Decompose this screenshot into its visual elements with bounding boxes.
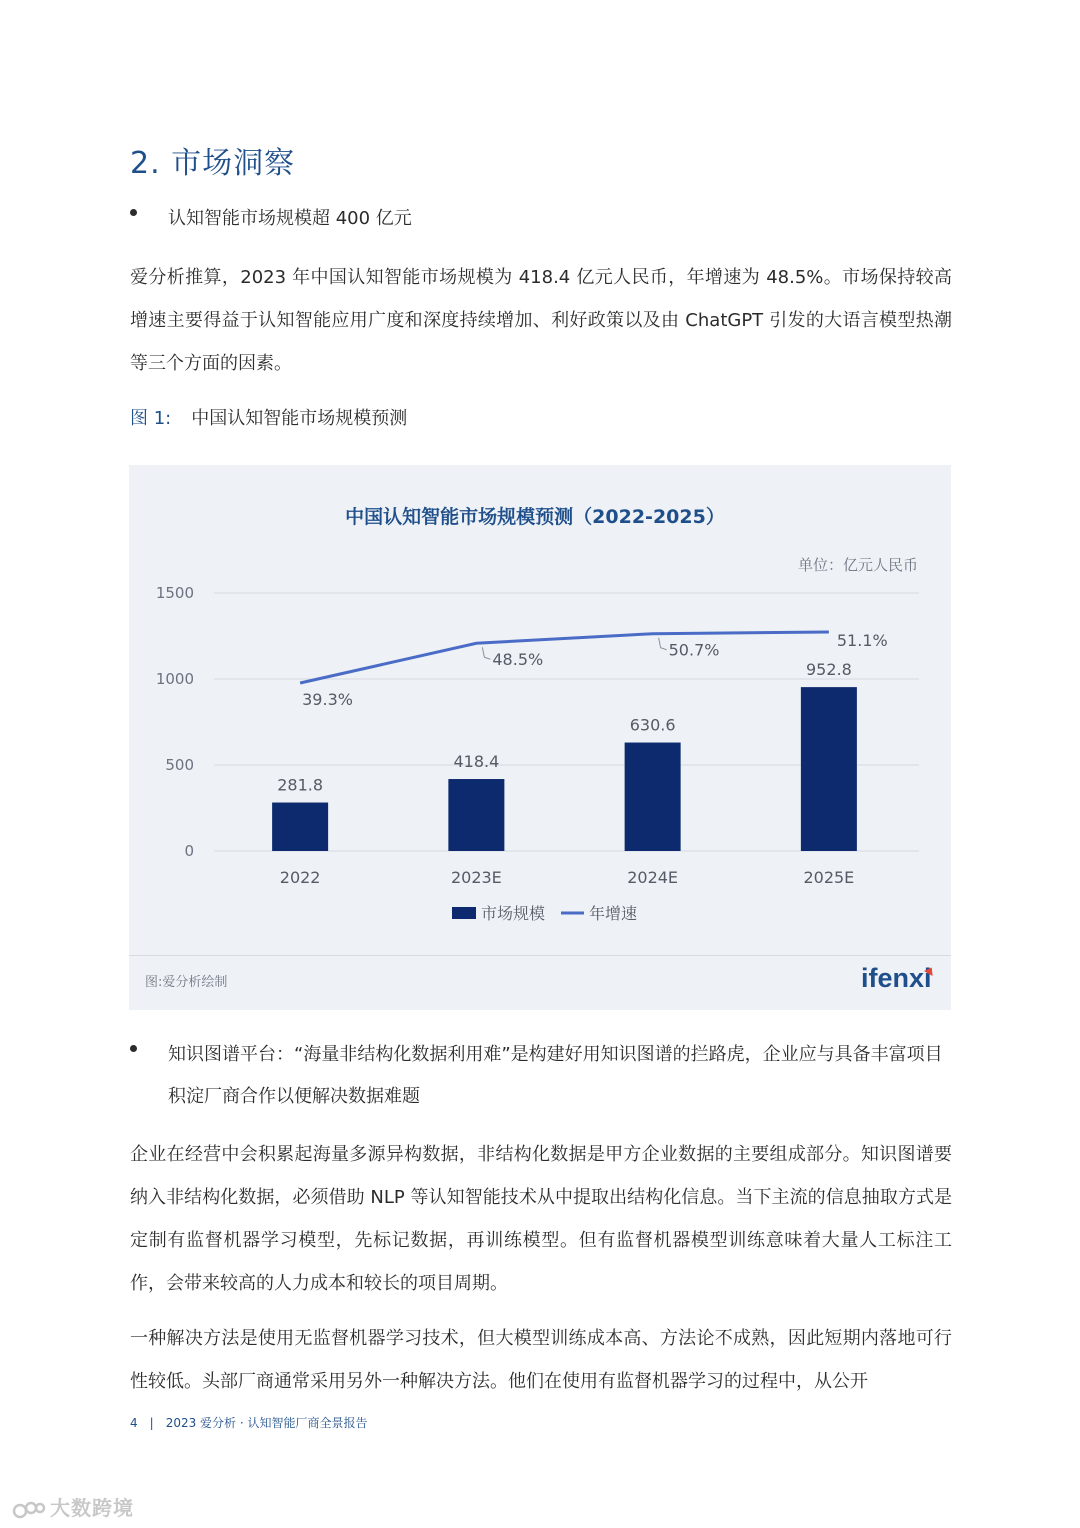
page-footer xyxy=(130,1414,368,1431)
x-tick-label: 2022 xyxy=(279,868,321,887)
legend-swatch-bar xyxy=(452,907,476,919)
watermark-logo-icon xyxy=(12,1499,46,1521)
y-tick-label: 1000 xyxy=(155,670,194,688)
bar xyxy=(448,779,504,851)
figure-caption-text: 中国认知智能市场规模预测 xyxy=(191,408,408,429)
growth-rate-label: 51.1% xyxy=(836,631,888,650)
chart-panel xyxy=(129,465,951,1010)
bullet-dot xyxy=(130,209,137,216)
report-title: 2023 爱分析 · 认知智能厂商全景报告 xyxy=(165,1416,368,1430)
bullet-text: 知识图谱平台：“海量非结构化数据利用难”是构建好用知识图谱的拦路虎，企业应与具备丰富项目积淀厂商合作以便解决数据难题 xyxy=(168,1044,943,1107)
section-title: 2. 市场洞察 xyxy=(130,146,296,181)
chart-footer-divider xyxy=(129,955,951,956)
bullet-item xyxy=(130,198,952,240)
brand-logo: ifenxi xyxy=(861,963,932,993)
figure-number: 图 1: xyxy=(130,408,172,429)
growth-rate-line xyxy=(300,632,829,683)
bullet-dot xyxy=(130,1045,137,1052)
chart-title: 中国认知智能市场规模预测（2022-2025） xyxy=(345,506,725,528)
footer-separator: | xyxy=(149,1416,154,1430)
x-tick-label: 2025E xyxy=(803,868,855,887)
y-tick-label: 500 xyxy=(165,756,194,774)
legend-label: 年增速 xyxy=(589,904,638,923)
bar xyxy=(272,803,328,851)
page-number: 4 xyxy=(130,1416,138,1430)
y-tick-label: 0 xyxy=(184,842,194,860)
x-tick-label: 2024E xyxy=(627,868,679,887)
legend-label: 市场规模 xyxy=(481,904,546,923)
chart-unit-label: 单位：亿元人民币 xyxy=(797,556,918,574)
growth-label-leader xyxy=(482,647,490,659)
market-size-chart xyxy=(129,465,951,955)
bar-value-label: 281.8 xyxy=(277,775,324,795)
growth-rate-label: 48.5% xyxy=(492,650,544,670)
bar-value-label: 952.8 xyxy=(805,660,852,680)
y-tick-label: 1500 xyxy=(155,584,194,602)
figure-caption xyxy=(130,404,407,430)
bullet-item xyxy=(130,1034,952,1118)
bullet-text: 认知智能市场规模超 400 亿元 xyxy=(168,208,412,229)
bar-value-label: 418.4 xyxy=(453,752,500,772)
growth-rate-label: 50.7% xyxy=(668,640,720,660)
bar xyxy=(801,687,857,851)
watermark-text: 大数跨境 xyxy=(50,1496,134,1520)
growth-label-leader xyxy=(659,638,667,650)
bar-value-label: 630.6 xyxy=(629,715,676,735)
bar xyxy=(625,743,681,851)
growth-rate-label: 39.3% xyxy=(302,690,353,709)
paragraph: 一种解决方法是使用无监督机器学习技术，但大模型训练成本高、方法论不成熟，因此短期内落地可行性较低。头部厂商通常采用另外一种解决方法。他们在使用有监督机器学习的过程中，从公开 xyxy=(130,1328,952,1392)
paragraph: 爱分析推算，2023 年中国认知智能市场规模为 418.4 亿元人民币，年增速为 48.5%。市场保持较高增速主要得益于认知智能应用广度和深度持续增加、利好政策以及由 ChatGPT 引发的大语言模型热潮等三个方面的因素。 xyxy=(130,267,952,374)
watermark xyxy=(12,1492,134,1521)
chart-source-note: 图:爱分析绘制 xyxy=(145,975,228,990)
paragraph: 企业在经营中会积累起海量多源异构数据，非结构化数据是甲方企业数据的主要组成部分。知识图谱要纳入非结构化数据，必须借助 NLP 等认知智能技术从中提取出结构化信息。当下主流的信息抽取方式是定制有监督机器学习模型，先标记数据，再训练模型。但有监督机器模型训练意味着大量人工标注工作，会带来较高的人力成本和较长的项目周期。 xyxy=(130,1144,952,1294)
x-tick-label: 2023E xyxy=(450,868,502,887)
